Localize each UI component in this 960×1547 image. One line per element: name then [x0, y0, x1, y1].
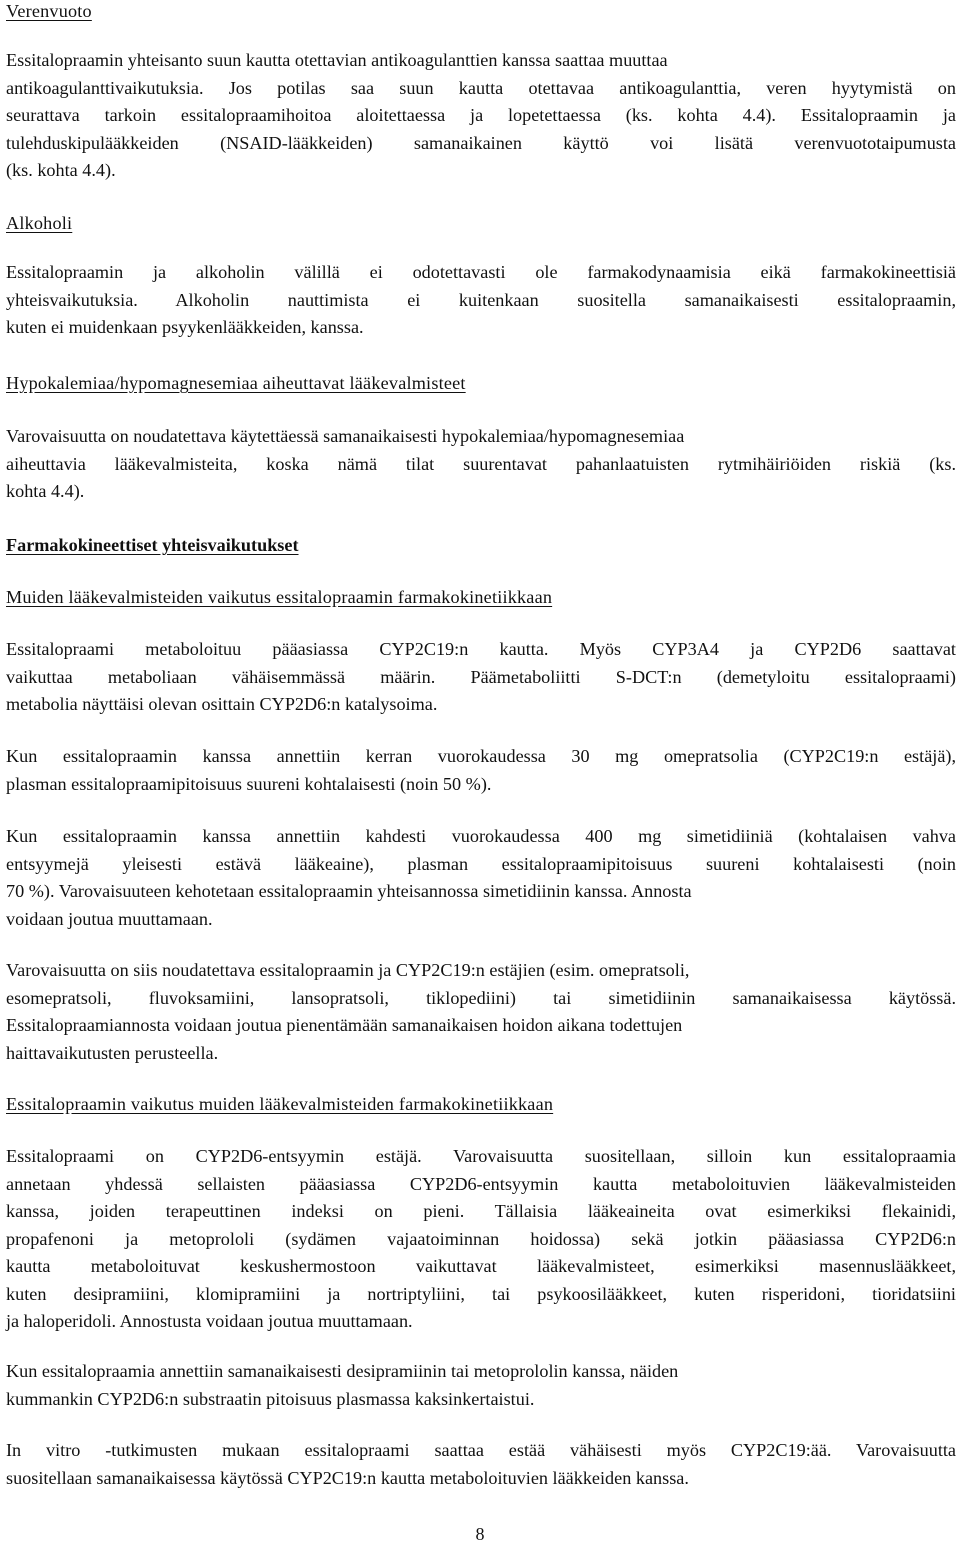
paragraph-vaikutus-1 — [6, 1143, 956, 1336]
paragraph-vaikutus-2 — [6, 1358, 956, 1413]
paragraph-muiden-1 — [6, 636, 956, 719]
section-heading: Essitalopraamin vaikutus muiden lääkevalmisteiden farmakokinetiikkaan — [6, 1094, 554, 1114]
paragraph-hypokalemia — [6, 423, 956, 506]
text-line: Essitalopraamiannosta voidaan joutua pienentämään samanaikaisen hoidon aikana todettujen — [6, 1015, 683, 1035]
paragraph-verenvuoto — [6, 47, 956, 185]
text-line: seurattava tarkoin essitalopraamihoitoa aloitettaessa ja lopetettaessa (ks. kohta 4.4). Essitalopraamin ja — [6, 105, 956, 125]
text-line: entsyymejä yleisesti estävä lääkeaine), plasman essitalopraamipitoisuus suureni kohtalaisesti (noin — [6, 853, 956, 874]
text-line: Kun essitalopraamin kanssa annettiin kerran vuorokaudessa 30 mg omepratsolia (CYP2C19:n estäjä), — [6, 746, 956, 766]
text-line: Essitalopraamin yhteisanto suun kautta otettavian antikoagulanttien kanssa saattaa muuttaa — [6, 50, 668, 70]
text-line: plasman essitalopraamipitoisuus suureni kohtalaisesti (noin 50 %). — [6, 773, 492, 794]
page-number: 8 — [475, 1524, 485, 1544]
heading-verenvuoto — [6, 0, 956, 26]
text-line: vaikuttaa metaboliaan vähäisemmässä määrin. Päämetaboliitti S-DCT:n (demetyloitu essitalopraami) — [6, 666, 956, 687]
text-line: haittavaikutusten perusteella. — [6, 1042, 219, 1063]
text-line: kummankin CYP2D6:n substraatin pitoisuus plasmassa kaksinkertaistui. — [6, 1388, 535, 1409]
text-line: kuten ei muidenkaan psyykenlääkkeiden, kanssa. — [6, 317, 364, 337]
text-line: ja haloperidoli. Annostusta voidaan joutua muuttamaan. — [6, 1311, 413, 1331]
text-line: yhteisvaikutuksia. Alkoholin nauttimista ei kuitenkaan suositella samanaikaisesti essitalopraamin, — [6, 289, 956, 310]
text-line: metabolia näyttäisi olevan osittain CYP2D6:n katalysoima. — [6, 694, 438, 714]
paragraph-vaikutus-3 — [6, 1437, 956, 1492]
text-line: kohta 4.4). — [6, 481, 85, 501]
section-heading: Alkoholi — [6, 213, 73, 233]
text-line: Varovaisuutta on siis noudatettava essitalopraamin ja CYP2C19:n estäjien (esim. omepratsoli, — [6, 960, 690, 980]
text-line: Kun essitalopraamin kanssa annettiin kahdesti vuorokaudessa 400 mg simetidiiniä (kohtalaisen vahva — [6, 826, 956, 846]
section-heading: Hypokalemiaa/hypomagnesemiaa aiheuttavat lääkevalmisteet — [6, 373, 466, 393]
section-heading: Muiden lääkevalmisteiden vaikutus essitalopraamin farmakokinetiikkaan — [6, 587, 553, 607]
text-line: esomepratsoli, fluvoksamiini, lansopratsoli, tiklopediini) tai simetidiinin samanaikaisessa käytössä. — [6, 987, 956, 1008]
text-line: suositellaan samanaikaisessa käytössä CYP2C19:n kautta metaboloituvien lääkkeiden kanssa. — [6, 1467, 689, 1488]
heading-alkoholi — [6, 210, 956, 238]
text-line: annetaan yhdessä sellaisten pääasiassa CYP2D6-entsyymin kautta metaboloituvien lääkevalmisteiden — [6, 1173, 956, 1194]
text-line: voidaan joutua muuttamaan. — [6, 908, 213, 929]
text-line: In vitro -tutkimusten mukaan essitalopraami saattaa estää vähäisesti myös CYP2C19:ää. Varovaisuutta — [6, 1440, 956, 1460]
text-line: antikoagulanttivaikutuksia. Jos potilas saa suun kautta otettavaa antikoagulanttia, veren hyytymistä on — [6, 77, 956, 98]
text-line: tulehduskipulääkkeiden (NSAID-lääkkeiden) samanaikainen käyttö voi lisätä verenvuototaipumusta — [6, 132, 956, 153]
text-line: kanssa, joiden terapeuttinen indeksi on pieni. Tällaisia lääkeaineita ovat esimerkiksi flekainidi, — [6, 1201, 956, 1221]
paragraph-alkoholi — [6, 259, 956, 342]
text-line: kuten desipramiini, klomipramiini ja nortriptyliini, tai psykoosilääkkeet, kuten risperidoni, tioridatsiini — [6, 1283, 956, 1304]
text-line: Varovaisuutta on noudatettava käytettäessä samanaikaisesti hypokalemiaa/hypomagnesemiaa — [6, 426, 685, 446]
heading-hypokalemia — [6, 370, 956, 398]
text-line: aiheuttavia lääkevalmisteita, koska nämä tilat suurentavat pahanlaatuisten rytmihäiriöiden riskiä (ks. — [6, 453, 956, 474]
section-heading: Farmakokineettiset yhteisvaikutukset — [6, 535, 299, 555]
heading-vaikutus — [6, 1091, 956, 1119]
heading-muiden — [6, 584, 956, 612]
text-line: Kun essitalopraamia annettiin samanaikaisesti desipramiinin tai metoprololin kanssa, näiden — [6, 1361, 679, 1381]
text-line: Essitalopraami metaboloituu pääasiassa CYP2C19:n kautta. Myös CYP3A4 ja CYP2D6 saattavat — [6, 639, 956, 659]
paragraph-muiden-4 — [6, 957, 956, 1067]
text-line: propafenoni ja metoprololi (sydämen vajaatoiminnan hoidossa) sekä jotkin pääasiassa CYP2D6:n — [6, 1228, 956, 1249]
text-line: (ks. kohta 4.4). — [6, 160, 116, 180]
text-line: Essitalopraamin ja alkoholin välillä ei odotettavasti ole farmakodynaamisia eikä farmakokineettisiä — [6, 262, 956, 282]
heading-farmakokineettiset — [6, 532, 956, 560]
text-line: 70 %). Varovaisuuteen kehotetaan essitalopraamin yhteisannossa simetidiinin kanssa. Annosta — [6, 881, 692, 901]
text-line: kautta metaboloituvat keskushermostoon vaikuttavat lääkevalmisteet, esimerkiksi masennuslääkkeet, — [6, 1256, 956, 1276]
section-heading: Verenvuoto — [6, 1, 92, 21]
text-line: Essitalopraami on CYP2D6-entsyymin estäjä. Varovaisuutta suositellaan, silloin kun essitalopraamia — [6, 1146, 956, 1166]
paragraph-muiden-3 — [6, 823, 956, 933]
paragraph-muiden-2 — [6, 743, 956, 798]
